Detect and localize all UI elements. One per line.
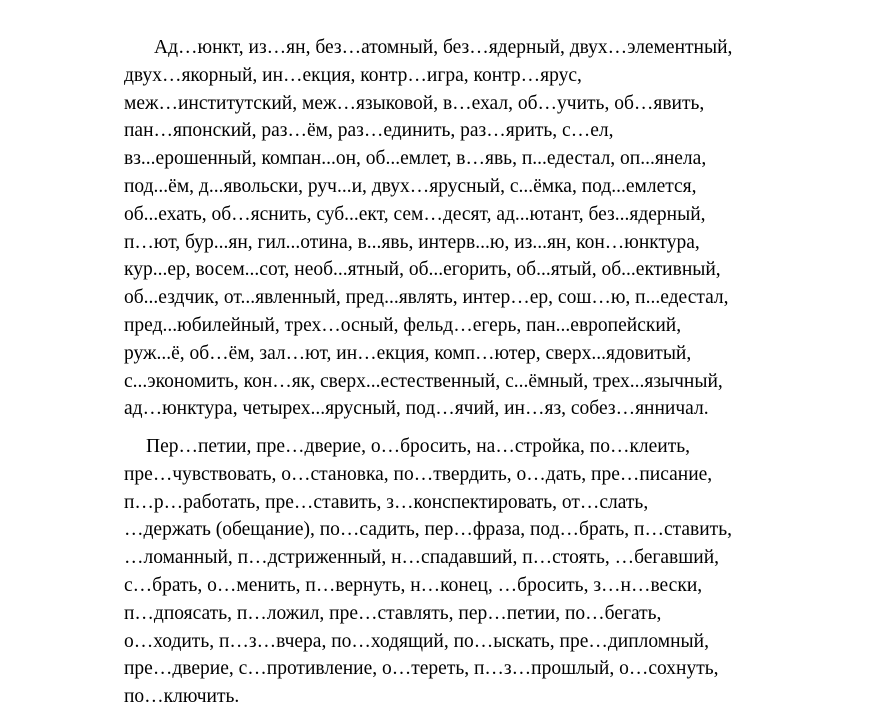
text-line: Пер…петии, пре…дверие, о…бросить, на…стройка, по…клеить, xyxy=(146,436,691,457)
text-line: …ломанный, п…дстриженный, н…спадавший, п…стоять, …бегавший, xyxy=(124,547,720,569)
exercise-paragraph-1 xyxy=(124,34,864,423)
text-line: пан…японский, раз…ём, раз…единить, раз…ярить, с…ел, xyxy=(124,120,614,142)
text-line: с…брать, о…менить, п…вернуть, н…конец, …бросить, з…н…вески, xyxy=(124,574,703,596)
text-line: п…р…работать, пре…ставить, з…конспектировать, от…слать, xyxy=(124,491,649,513)
text-line: п…ют, бур...ян, гил...отина, в...явь, интерв...ю, из...ян, кон…юнктура, xyxy=(124,231,700,253)
text-line: вз...ерошенный, компан...он, об...емлет, в…явь, п...едестал, оп...янела, xyxy=(124,148,707,170)
text-line: меж…институтский, меж…языковой, в…ехал, об…учить, об…явить, xyxy=(124,92,705,114)
text-line: п…дпоясать, п…ложил, пре…ставлять, пер…петии, по…бегать, xyxy=(124,602,662,624)
text-line: …держать (обещание), по…садить, пер…фраза, под…брать, п…ставить, xyxy=(124,519,732,541)
text-line: с...экономить, кон…як, сверх...естественный, с...ёмный, трех...язычный, xyxy=(124,370,723,392)
text-line: руж...ё, об…ём, зал…ют, ин…екция, комп…ютер, сверх...ядовитый, xyxy=(124,342,692,364)
text-line: об...ездчик, от...явленный, пред...являть, интер…ер, сош…ю, п...едестал, xyxy=(124,287,729,309)
exercise-paragraph-2 xyxy=(124,433,864,711)
text-line: ад…юнктура, четырех...ярусный, под…ячий, ин…яз, собез…янничал. xyxy=(124,398,709,420)
text-line: двух…якорный, ин…екция, контр…игра, контр…ярус, xyxy=(124,64,582,86)
text-line: пред...юбилейный, трех…осный, фельд…егерь, пан...европейский, xyxy=(124,314,682,336)
text-line: по…ключить. xyxy=(124,686,240,708)
text-line: Ад…юнкт, из…ян, без…атомный, без…ядерный, двух…элементный, xyxy=(154,37,733,58)
text-line: кур...ер, восем...сот, необ...ятный, об...егорить, об...ятый, об...ективный, xyxy=(124,259,721,281)
text-line: о…ходить, п…з…вчера, по…ходящий, по…ыскать, пре…дипломный, xyxy=(124,630,709,652)
text-line: об...ехать, об…яснить, суб...ект, сем…десят, ад...ютант, без...ядерный, xyxy=(124,203,706,225)
text-line: пре…дверие, с…противление, о…тереть, п…з…прошлый, о…сохнуть, xyxy=(124,658,719,680)
text-line: пре…чувствовать, о…становка, по…твердить, о…дать, пре…писание, xyxy=(124,463,713,485)
text-line: под...ём, д...явольски, руч...и, двух…ярусный, с...ёмка, под...емлется, xyxy=(124,175,697,197)
